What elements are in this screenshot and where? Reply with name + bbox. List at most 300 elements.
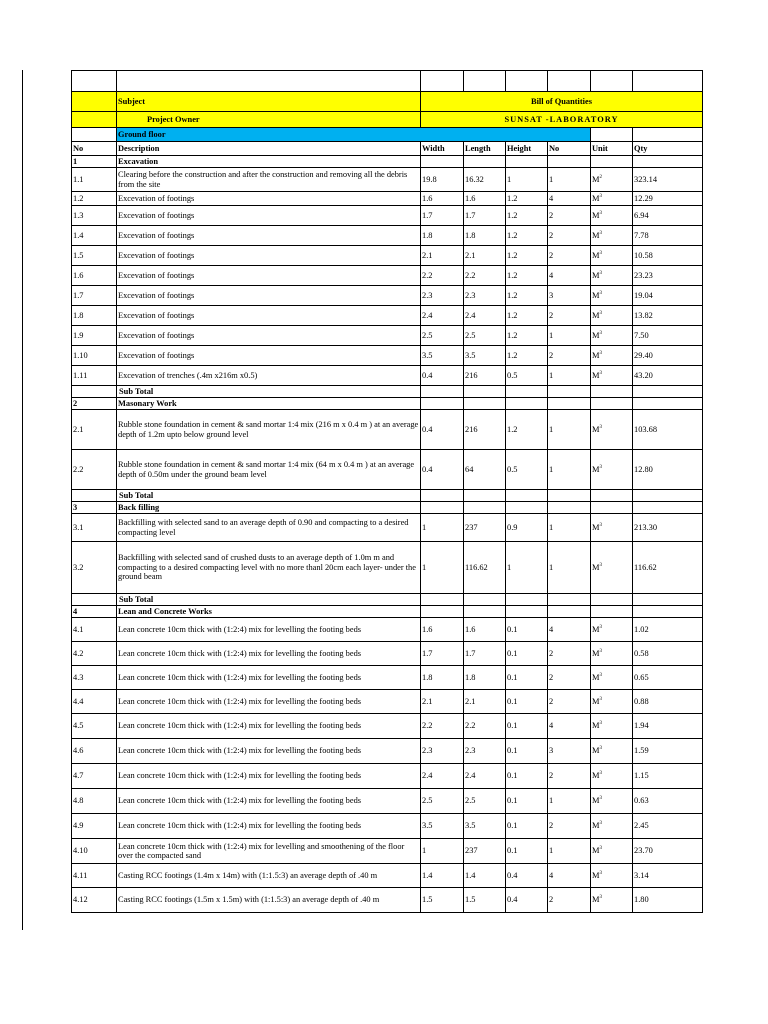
item-description: Lean concrete 10cm thick with (1:2:4) mix for levelling the footing beds xyxy=(117,642,421,666)
item-unit xyxy=(591,814,633,839)
table-row xyxy=(72,514,703,542)
item-number: 4.10 xyxy=(72,839,117,864)
item-qty: 103.68 xyxy=(633,410,703,450)
item-qty: 6.94 xyxy=(633,206,703,226)
item-length: 2.1 xyxy=(464,690,506,714)
unit-text: M xyxy=(592,464,600,474)
item-count: 1 xyxy=(548,839,591,864)
item-number: 4.12 xyxy=(72,888,117,913)
empty-cell xyxy=(421,594,464,606)
empty-cell xyxy=(633,156,703,168)
item-number: 4.9 xyxy=(72,814,117,839)
item-count: 2 xyxy=(548,764,591,789)
item-description: Lean concrete 10cm thick with (1:2:4) mix for levelling and smoothening of the floor over the compacted sand xyxy=(117,839,421,864)
item-number: 4.3 xyxy=(72,666,117,690)
unit-exponent: 3 xyxy=(599,370,602,376)
item-description: Excevation of footings xyxy=(117,326,421,346)
table-row xyxy=(72,206,703,226)
item-qty: 1.94 xyxy=(633,714,703,739)
col-qty-header: Qty xyxy=(633,142,703,156)
bill-of-quantities-table xyxy=(71,70,703,913)
empty-cell xyxy=(72,490,117,502)
item-description: Lean concrete 10cm thick with (1:2:4) mix for levelling the footing beds xyxy=(117,618,421,642)
subtotal-label: Sub Total xyxy=(117,386,421,398)
empty-cell xyxy=(464,398,506,410)
item-number: 1.3 xyxy=(72,206,117,226)
item-width: 19.8 xyxy=(421,168,464,192)
col-length-header: Length xyxy=(464,142,506,156)
unit-text: M xyxy=(592,672,600,682)
item-unit xyxy=(591,450,633,490)
item-description: Lean concrete 10cm thick with (1:2:4) mix for levelling the footing beds xyxy=(117,764,421,789)
item-width: 1.7 xyxy=(421,642,464,666)
unit-exponent: 3 xyxy=(599,330,602,336)
unit-exponent: 3 xyxy=(599,771,602,777)
unit-text: M xyxy=(592,648,600,658)
floor-row xyxy=(72,128,703,142)
item-description: Casting RCC footings (1.5m x 1.5m) with (1:1.5:3) an average depth of .40 m xyxy=(117,888,421,913)
table-row xyxy=(72,789,703,814)
item-count: 1 xyxy=(548,168,591,192)
item-length: 2.1 xyxy=(464,246,506,266)
item-unit xyxy=(591,542,633,594)
empty-cell xyxy=(464,386,506,398)
item-length: 216 xyxy=(464,410,506,450)
item-number: 1.2 xyxy=(72,192,117,206)
item-count: 2 xyxy=(548,346,591,366)
subtotal-row xyxy=(72,490,703,502)
item-unit xyxy=(591,286,633,306)
item-height: 0.1 xyxy=(506,666,548,690)
item-height: 0.1 xyxy=(506,814,548,839)
item-width: 1.6 xyxy=(421,192,464,206)
item-count: 2 xyxy=(548,246,591,266)
item-description: Rubble stone foundation in cement & sand mortar 1:4 mix (216 m x 0.4 m ) at an average depth of 1.2m upto below ground level xyxy=(117,410,421,450)
empty-cell xyxy=(591,156,633,168)
item-count: 4 xyxy=(548,192,591,206)
item-unit xyxy=(591,739,633,764)
empty-cell xyxy=(464,606,506,618)
empty-cell xyxy=(464,594,506,606)
item-number: 4.6 xyxy=(72,739,117,764)
item-count: 3 xyxy=(548,286,591,306)
column-header-row xyxy=(72,142,703,156)
item-unit xyxy=(591,888,633,913)
item-count: 1 xyxy=(548,366,591,386)
item-count: 4 xyxy=(548,864,591,888)
item-count: 1 xyxy=(548,326,591,346)
empty-cell xyxy=(464,490,506,502)
unit-exponent: 3 xyxy=(599,846,602,852)
item-length: 1.7 xyxy=(464,206,506,226)
empty-cell xyxy=(506,386,548,398)
item-number: 4.7 xyxy=(72,764,117,789)
item-description: Lean concrete 10cm thick with (1:2:4) mix for levelling the footing beds xyxy=(117,690,421,714)
item-qty: 13.82 xyxy=(633,306,703,326)
item-description: Excevation of footings xyxy=(117,346,421,366)
table-row xyxy=(72,266,703,286)
item-qty: 1.80 xyxy=(633,888,703,913)
unit-text: M xyxy=(592,562,600,572)
item-length: 2.2 xyxy=(464,266,506,286)
table-row xyxy=(72,864,703,888)
empty-cell xyxy=(633,594,703,606)
item-height: 1 xyxy=(506,168,548,192)
section-number: 3 xyxy=(72,502,117,514)
unit-text: M xyxy=(592,210,600,220)
item-length: 2.2 xyxy=(464,714,506,739)
item-unit xyxy=(591,839,633,864)
item-height: 0.4 xyxy=(506,864,548,888)
table-row xyxy=(72,714,703,739)
empty-cell xyxy=(591,594,633,606)
empty-cell xyxy=(464,502,506,514)
item-width: 0.4 xyxy=(421,450,464,490)
item-unit xyxy=(591,789,633,814)
blank-top-row xyxy=(72,71,703,92)
section-number: 2 xyxy=(72,398,117,410)
item-height: 0.5 xyxy=(506,366,548,386)
empty-cell xyxy=(421,502,464,514)
item-count: 2 xyxy=(548,226,591,246)
unit-text: M xyxy=(592,250,600,260)
section-row xyxy=(72,502,703,514)
item-count: 1 xyxy=(548,410,591,450)
unit-exponent: 3 xyxy=(599,796,602,802)
table-row xyxy=(72,839,703,864)
item-count: 4 xyxy=(548,618,591,642)
unit-text: M xyxy=(592,290,600,300)
item-unit xyxy=(591,206,633,226)
table-row xyxy=(72,346,703,366)
item-width: 1.5 xyxy=(421,888,464,913)
item-qty: 29.40 xyxy=(633,346,703,366)
item-number: 3.2 xyxy=(72,542,117,594)
unit-exponent: 3 xyxy=(599,193,602,199)
item-count: 2 xyxy=(548,306,591,326)
empty-cell xyxy=(506,156,548,168)
empty-cell xyxy=(548,490,591,502)
item-height: 0.1 xyxy=(506,764,548,789)
section-number: 4 xyxy=(72,606,117,618)
item-length: 16.32 xyxy=(464,168,506,192)
section-title: Masonary Work xyxy=(117,398,421,410)
item-width: 3.5 xyxy=(421,814,464,839)
item-description: Excevation of footings xyxy=(117,226,421,246)
empty-cell xyxy=(591,490,633,502)
item-description: Rubble stone foundation in cement & sand mortar 1:4 mix (64 m x 0.4 m ) at an average depth of 0.50m under the ground beam level xyxy=(117,450,421,490)
item-height: 1.2 xyxy=(506,326,548,346)
item-height: 0.1 xyxy=(506,839,548,864)
empty-cell xyxy=(548,386,591,398)
item-qty: 23.70 xyxy=(633,839,703,864)
unit-exponent: 3 xyxy=(599,522,602,528)
item-width: 1.8 xyxy=(421,666,464,690)
item-number: 4.2 xyxy=(72,642,117,666)
section-row xyxy=(72,606,703,618)
table-row xyxy=(72,246,703,266)
item-unit xyxy=(591,266,633,286)
item-qty: 1.59 xyxy=(633,739,703,764)
item-width: 2.1 xyxy=(421,246,464,266)
table-row xyxy=(72,814,703,839)
unit-text: M xyxy=(592,821,600,831)
empty-cell xyxy=(591,502,633,514)
unit-text: M xyxy=(592,270,600,280)
item-unit xyxy=(591,346,633,366)
unit-text: M xyxy=(592,870,600,880)
item-qty: 12.80 xyxy=(633,450,703,490)
empty-cell xyxy=(548,594,591,606)
item-qty: 19.04 xyxy=(633,286,703,306)
unit-text: M xyxy=(592,746,600,756)
unit-exponent: 3 xyxy=(599,696,602,702)
item-number: 1.11 xyxy=(72,366,117,386)
item-length: 237 xyxy=(464,839,506,864)
table-row xyxy=(72,764,703,789)
item-length: 237 xyxy=(464,514,506,542)
bill-title: Bill of Quantities xyxy=(421,92,703,112)
unit-exponent: 3 xyxy=(599,230,602,236)
item-number: 1.4 xyxy=(72,226,117,246)
project-owner-row xyxy=(72,112,703,128)
item-count: 1 xyxy=(548,542,591,594)
item-description: Lean concrete 10cm thick with (1:2:4) mix for levelling the footing beds xyxy=(117,789,421,814)
item-length: 2.5 xyxy=(464,326,506,346)
item-height: 1.2 xyxy=(506,306,548,326)
item-unit xyxy=(591,514,633,542)
item-qty: 116.62 xyxy=(633,542,703,594)
item-height: 0.1 xyxy=(506,642,548,666)
item-width: 2.1 xyxy=(421,690,464,714)
item-height: 1.2 xyxy=(506,266,548,286)
item-number: 4.4 xyxy=(72,690,117,714)
item-width: 1 xyxy=(421,542,464,594)
item-height: 0.4 xyxy=(506,888,548,913)
unit-text: M xyxy=(592,350,600,360)
item-width: 1 xyxy=(421,839,464,864)
unit-text: M xyxy=(592,624,600,634)
item-height: 0.1 xyxy=(506,789,548,814)
unit-exponent: 3 xyxy=(599,870,602,876)
item-height: 0.1 xyxy=(506,618,548,642)
empty-cell xyxy=(633,502,703,514)
item-height: 0.5 xyxy=(506,450,548,490)
item-qty: 0.63 xyxy=(633,789,703,814)
unit-exponent: 3 xyxy=(599,424,602,430)
item-length: 2.5 xyxy=(464,789,506,814)
item-count: 2 xyxy=(548,206,591,226)
item-width: 2.2 xyxy=(421,714,464,739)
item-qty: 0.58 xyxy=(633,642,703,666)
item-qty: 0.65 xyxy=(633,666,703,690)
item-unit xyxy=(591,366,633,386)
item-number: 1.5 xyxy=(72,246,117,266)
item-height: 1.2 xyxy=(506,226,548,246)
table-row xyxy=(72,326,703,346)
subject-row xyxy=(72,92,703,112)
unit-text: M xyxy=(592,230,600,240)
item-unit xyxy=(591,246,633,266)
section-title: Excavation xyxy=(117,156,421,168)
item-number: 4.1 xyxy=(72,618,117,642)
item-description: Excevation of footings xyxy=(117,286,421,306)
item-qty: 3.14 xyxy=(633,864,703,888)
item-width: 1.7 xyxy=(421,206,464,226)
col-no-header: No xyxy=(72,142,117,156)
item-width: 2.4 xyxy=(421,306,464,326)
item-description: Lean concrete 10cm thick with (1:2:4) mix for levelling the footing beds xyxy=(117,814,421,839)
empty-cell xyxy=(506,490,548,502)
item-unit xyxy=(591,226,633,246)
unit-exponent: 3 xyxy=(599,746,602,752)
item-number: 4.5 xyxy=(72,714,117,739)
item-qty: 1.15 xyxy=(633,764,703,789)
table-row xyxy=(72,366,703,386)
item-height: 1 xyxy=(506,542,548,594)
item-height: 1.2 xyxy=(506,410,548,450)
table-row xyxy=(72,226,703,246)
unit-exponent: 3 xyxy=(599,310,602,316)
item-qty: 0.88 xyxy=(633,690,703,714)
table-row xyxy=(72,666,703,690)
project-name: SUNSAT -LABORATORY xyxy=(421,112,703,128)
item-unit xyxy=(591,764,633,789)
item-unit xyxy=(591,666,633,690)
unit-exponent: 3 xyxy=(599,895,602,901)
item-length: 2.3 xyxy=(464,286,506,306)
item-unit xyxy=(591,410,633,450)
item-width: 1.4 xyxy=(421,864,464,888)
table-row xyxy=(72,888,703,913)
item-qty: 2.45 xyxy=(633,814,703,839)
item-description: Casting RCC footings (1.4m x 14m) with (1:1.5:3) an average depth of .40 m xyxy=(117,864,421,888)
item-height: 0.1 xyxy=(506,690,548,714)
item-height: 0.1 xyxy=(506,714,548,739)
item-count: 2 xyxy=(548,888,591,913)
item-length: 1.4 xyxy=(464,864,506,888)
unit-text: M xyxy=(592,895,600,905)
table-row xyxy=(72,642,703,666)
item-number: 2.2 xyxy=(72,450,117,490)
col-height-header: Height xyxy=(506,142,548,156)
unit-exponent: 3 xyxy=(599,250,602,256)
unit-text: M xyxy=(592,522,600,532)
item-unit xyxy=(591,306,633,326)
item-width: 0.4 xyxy=(421,366,464,386)
item-count: 4 xyxy=(548,714,591,739)
item-height: 0.1 xyxy=(506,739,548,764)
item-width: 2.5 xyxy=(421,326,464,346)
item-length: 1.8 xyxy=(464,226,506,246)
item-number: 1.9 xyxy=(72,326,117,346)
empty-cell xyxy=(633,606,703,618)
item-number: 1.10 xyxy=(72,346,117,366)
item-count: 1 xyxy=(548,450,591,490)
item-length: 116.62 xyxy=(464,542,506,594)
unit-exponent: 3 xyxy=(599,350,602,356)
item-height: 1.2 xyxy=(506,346,548,366)
subtotal-label: Sub Total xyxy=(117,490,421,502)
item-height: 1.2 xyxy=(506,246,548,266)
empty-cell xyxy=(464,156,506,168)
unit-exponent: 3 xyxy=(599,672,602,678)
unit-exponent: 3 xyxy=(599,721,602,727)
item-count: 1 xyxy=(548,514,591,542)
empty-cell xyxy=(72,594,117,606)
subject-label: Subject xyxy=(117,92,421,112)
item-count: 2 xyxy=(548,690,591,714)
item-width: 2.2 xyxy=(421,266,464,286)
item-number: 4.8 xyxy=(72,789,117,814)
unit-text: M xyxy=(592,174,600,184)
item-width: 2.5 xyxy=(421,789,464,814)
unit-exponent: 3 xyxy=(599,210,602,216)
item-width: 1 xyxy=(421,514,464,542)
unit-exponent: 2 xyxy=(599,174,602,180)
empty-cell xyxy=(591,606,633,618)
unit-text: M xyxy=(592,721,600,731)
col-unit-header: Unit xyxy=(591,142,633,156)
unit-text: M xyxy=(592,193,600,203)
item-length: 64 xyxy=(464,450,506,490)
item-qty: 23.23 xyxy=(633,266,703,286)
unit-text: M xyxy=(592,771,600,781)
table-row xyxy=(72,192,703,206)
item-description: Excevation of footings xyxy=(117,306,421,326)
item-height: 1.2 xyxy=(506,286,548,306)
item-count: 2 xyxy=(548,642,591,666)
item-unit xyxy=(591,192,633,206)
empty-cell xyxy=(591,398,633,410)
item-description: Backfilling with selected sand of crushed dusts to an average depth of 1.0m m and compacting to a desired compacting level with no more thanl 20cm each layer- under the ground beam xyxy=(117,542,421,594)
item-count: 2 xyxy=(548,666,591,690)
item-length: 216 xyxy=(464,366,506,386)
item-width: 2.3 xyxy=(421,739,464,764)
empty-cell xyxy=(548,502,591,514)
unit-exponent: 3 xyxy=(599,464,602,470)
empty-cell xyxy=(633,490,703,502)
table-row xyxy=(72,450,703,490)
item-unit xyxy=(591,864,633,888)
table-row xyxy=(72,410,703,450)
unit-text: M xyxy=(592,846,600,856)
table-row xyxy=(72,690,703,714)
item-unit xyxy=(591,168,633,192)
item-height: 1.2 xyxy=(506,192,548,206)
item-qty: 7.50 xyxy=(633,326,703,346)
item-qty: 7.78 xyxy=(633,226,703,246)
item-length: 1.7 xyxy=(464,642,506,666)
item-length: 2.4 xyxy=(464,306,506,326)
empty-cell xyxy=(506,398,548,410)
item-length: 1.6 xyxy=(464,618,506,642)
empty-cell xyxy=(421,606,464,618)
unit-exponent: 3 xyxy=(599,624,602,630)
item-qty: 12.29 xyxy=(633,192,703,206)
unit-text: M xyxy=(592,310,600,320)
item-width: 0.4 xyxy=(421,410,464,450)
unit-text: M xyxy=(592,370,600,380)
unit-exponent: 3 xyxy=(599,290,602,296)
col-width-header: Width xyxy=(421,142,464,156)
item-length: 1.8 xyxy=(464,666,506,690)
item-count: 2 xyxy=(548,814,591,839)
item-description: Excevation of footings xyxy=(117,246,421,266)
section-title: Lean and Concrete Works xyxy=(117,606,421,618)
empty-cell xyxy=(506,594,548,606)
left-margin-line xyxy=(22,70,23,930)
